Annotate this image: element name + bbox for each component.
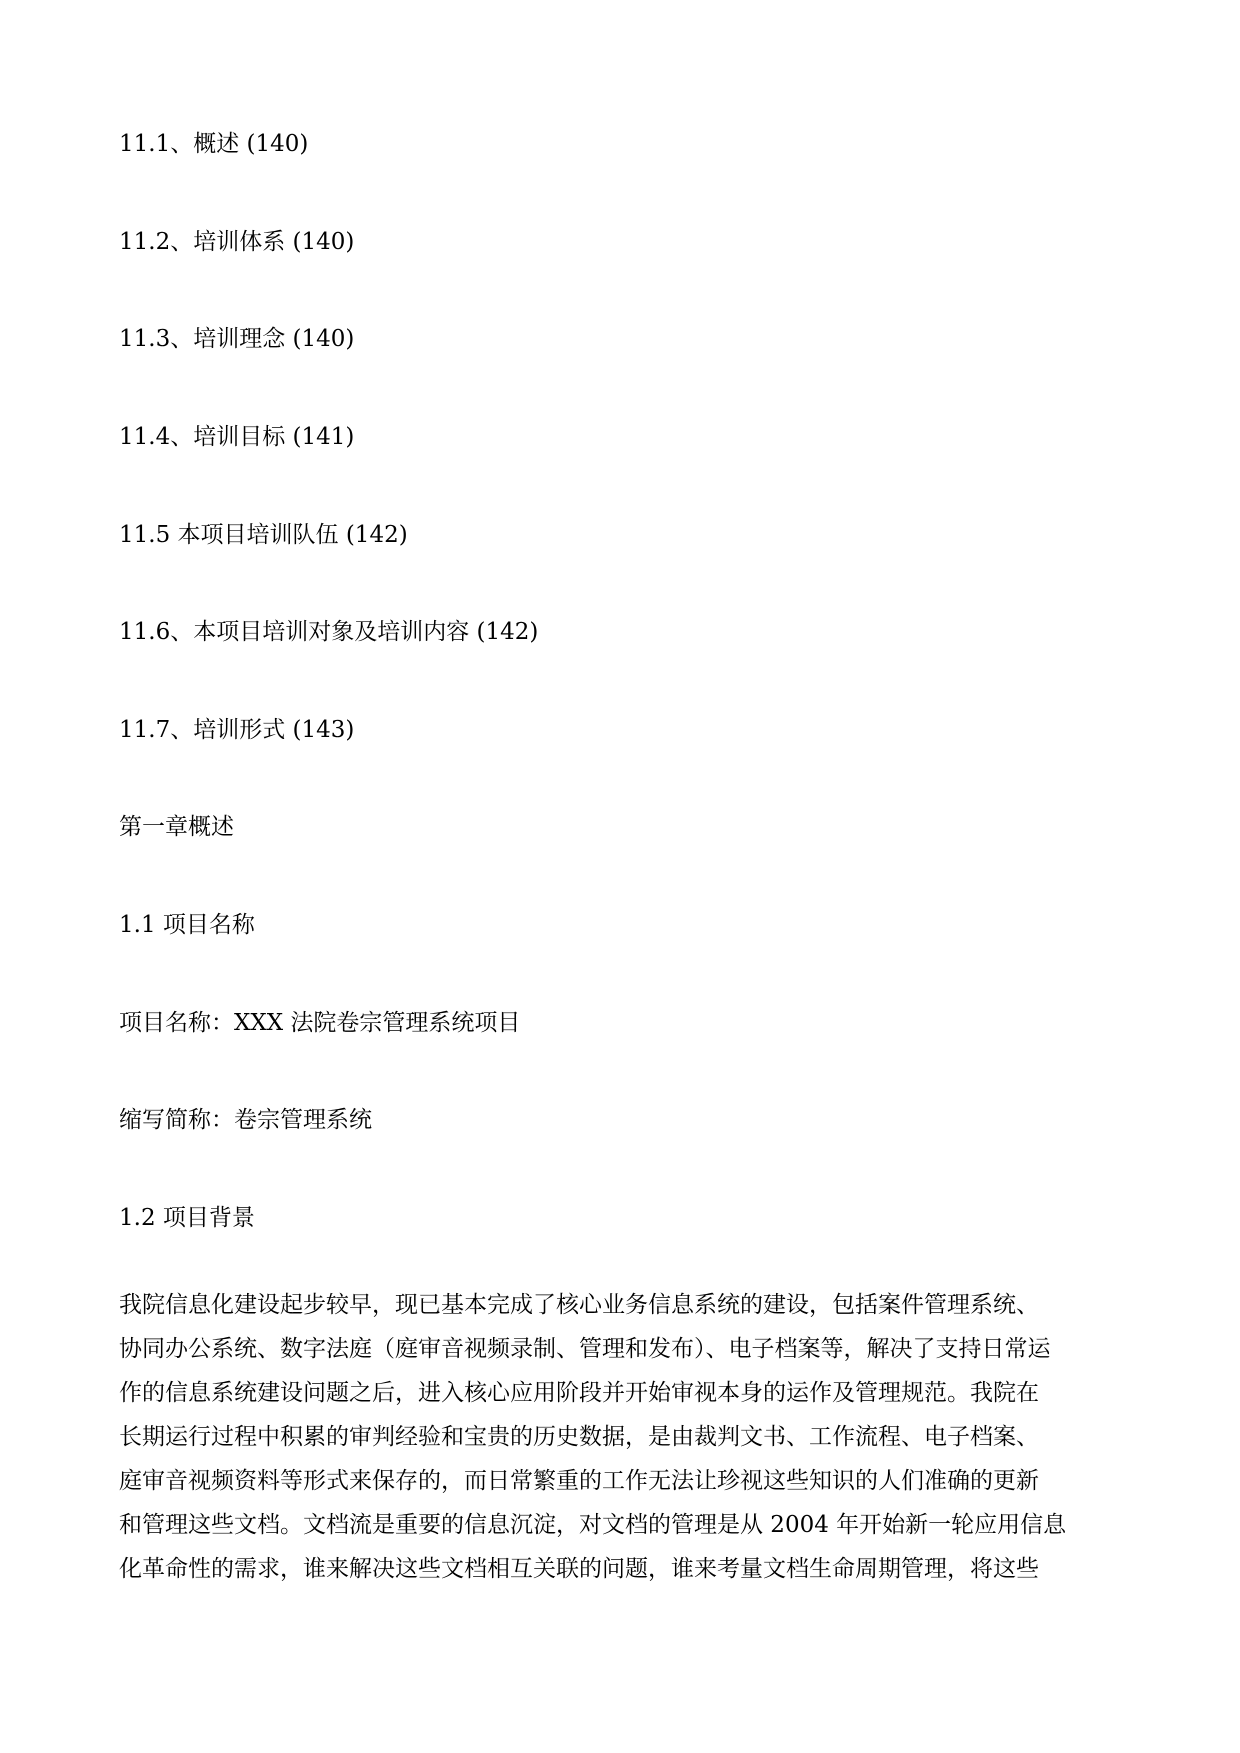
toc-entry-11-3: 11.3、培训理念 (140) (119, 326, 355, 352)
section-heading-1-2: 1.2 项目背景 (119, 1205, 255, 1231)
paragraph-line: 庭审音视频资料等形式来保存的，而日常繁重的工作无法让珍视这些知识的人们准确的更新 (119, 1468, 1039, 1494)
section-heading-1-1: 1.1 项目名称 (119, 912, 255, 938)
paragraph-line: 我院信息化建设起步较早，现已基本完成了核心业务信息系统的建设，包括案件管理系统、 (119, 1292, 1039, 1318)
background-paragraph (119, 1283, 1129, 1591)
chapter-title: 第一章概述 (119, 814, 234, 840)
toc-entry-11-4: 11.4、培训目标 (141) (119, 424, 355, 450)
toc-entry-11-5: 11.5 本项目培训队伍 (142) (119, 522, 408, 548)
paragraph-line: 和管理这些文档。文档流是重要的信息沉淀，对文档的管理是从 2004 年开始新一轮应用信息 (119, 1512, 1067, 1538)
paragraph-line: 长期运行过程中积累的审判经验和宝贵的历史数据，是由裁判文书、工作流程、电子档案、 (119, 1424, 1039, 1450)
paragraph-line: 作的信息系统建设问题之后，进入核心应用阶段并开始审视本身的运作及管理规范。我院在 (119, 1380, 1039, 1406)
paragraph-line: 协同办公系统、数字法庭（庭审音视频录制、管理和发布）、电子档案等，解决了支持日常运 (119, 1336, 1051, 1362)
toc-entry-11-7: 11.7、培训形式 (143) (119, 717, 355, 743)
toc-entry-11-2: 11.2、培训体系 (140) (119, 229, 355, 255)
toc-entry-11-1: 11.1、概述 (140) (119, 131, 309, 157)
paragraph-line: 化革命性的需求，谁来解决这些文档相互关联的问题，谁来考量文档生命周期管理，将这些 (119, 1556, 1039, 1582)
project-name-line: 项目名称：XXX 法院卷宗管理系统项目 (119, 1010, 521, 1036)
abbreviation-line: 缩写简称：卷宗管理系统 (119, 1107, 372, 1133)
toc-entry-11-6: 11.6、本项目培训对象及培训内容 (142) (119, 619, 539, 645)
